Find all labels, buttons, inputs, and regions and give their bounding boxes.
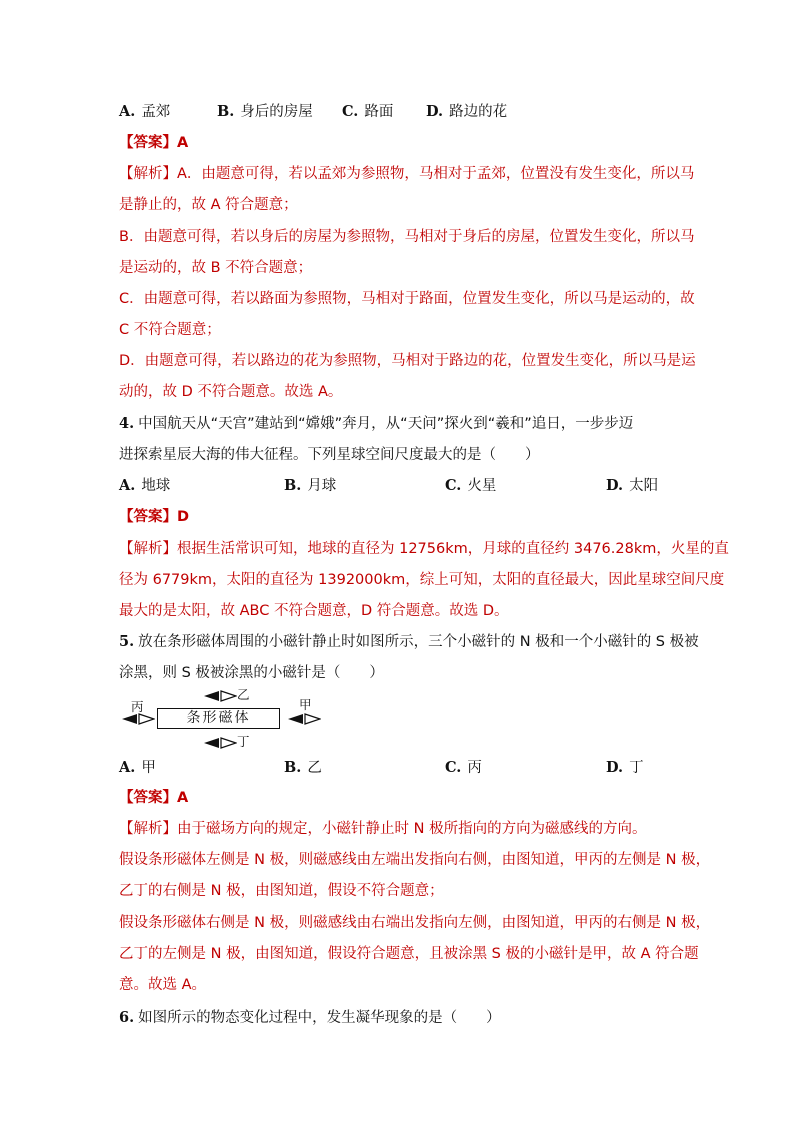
q5-stem-cont: 涂黑，则 S 极被涂黑的小磁针是（ ）	[119, 665, 384, 681]
q4-option-b: B. 月球	[284, 477, 337, 494]
needle-yi-icon	[203, 690, 237, 702]
label-ding: 丁	[237, 734, 250, 749]
q5-option-d: D. 丁	[606, 759, 644, 776]
q3-analysis-line: 是运动的，故 B 不符合题意；	[119, 260, 313, 276]
q4-option-d: D. 太阳	[606, 477, 659, 494]
q3-option-a: A. 孟郊	[119, 103, 171, 120]
q3-analysis-line: D．由题意可得，若以路边的花为参照物，马相对于路边的花，位置发生变化，所以马是运	[119, 353, 696, 369]
q6-stem: 6. 如图所示的物态变化过程中，发生凝华现象的是（ ）	[119, 1009, 501, 1026]
q3-analysis-line: C．由题意可得，若以路面为参照物，马相对于路面，位置发生变化，所以马是运动的，故	[119, 291, 695, 307]
needle-jia-icon	[287, 713, 321, 725]
q5-analysis-line: 意。故选 A。	[119, 977, 207, 993]
q5-answer: 【答案】A	[119, 790, 189, 806]
q3-analysis-line: 动的，故 D 不符合题意。故选 A。	[119, 384, 343, 400]
q5-stem: 5. 放在条形磁体周围的小磁针静止时如图所示，三个小磁针的 N 极和一个小磁针的 S 极被	[119, 633, 699, 650]
bar-magnet: 条形磁体	[157, 708, 280, 729]
q5-analysis-line: 假设条形磁体左侧是 N 极，则磁感线由左端出发指向右侧，由图知道，甲丙的左侧是 N 极，	[119, 852, 711, 868]
q3-option-c: C. 路面	[342, 103, 394, 120]
q3-answer: 【答案】A	[119, 135, 189, 151]
q4-option-c: C. 火星	[445, 477, 497, 494]
q3-option-d: D. 路边的花	[426, 103, 508, 120]
needle-ding-icon	[203, 737, 237, 749]
q5-option-a: A. 甲	[119, 759, 156, 776]
label-yi: 乙	[237, 687, 250, 702]
q3-analysis-line: 是静止的，故 A 符合题意；	[119, 197, 298, 213]
q4-option-a: A. 地球	[119, 477, 171, 494]
q5-analysis-line: 【解析】由于磁场方向的规定，小磁针静止时 N 极所指向的方向为磁感线的方向。	[119, 821, 647, 837]
q3-analysis-line: C 不符合题意；	[119, 322, 221, 338]
q4-analysis-line: 最大的是太阳，故 ABC 不符合题意，D 符合题意。故选 D。	[119, 603, 509, 619]
q4-stem: 4. 中国航天从“天宫”建站到“嫦娥”奔月，从“天问”探火到“羲和”追日，一步步迈	[119, 415, 634, 432]
magnet-diagram	[119, 688, 329, 748]
q5-option-c: C. 丙	[445, 759, 482, 776]
q4-stem-cont: 进探索星辰大海的伟大征程。下列星球空间尺度最大的是（ ）	[119, 447, 540, 463]
label-jia: 甲	[299, 697, 312, 712]
q4-analysis-line: 径为 6779km，太阳的直径为 1392000km，综上可知，太阳的直径最大，因此星球空间尺度	[119, 572, 725, 588]
q3-analysis-line: B．由题意可得，若以身后的房屋为参照物，马相对于身后的房屋，位置发生变化，所以马	[119, 229, 695, 245]
q3-analysis-line: 【解析】A．由题意可得，若以孟郊为参照物，马相对于孟郊，位置没有发生变化，所以马	[119, 166, 695, 182]
label-bing: 丙	[131, 699, 144, 714]
q5-analysis-line: 乙丁的左侧是 N 极，由图知道，假设符合题意，且被涂黑 S 极的小磁针是甲，故 A 符合题	[119, 946, 699, 962]
q3-option-b: B. 身后的房屋	[217, 103, 313, 120]
needle-bing-icon	[121, 713, 155, 725]
q4-analysis-line: 【解析】根据生活常识可知，地球的直径为 12756km，月球的直径约 3476.28km，火星的直	[119, 541, 729, 557]
q5-option-b: B. 乙	[284, 759, 322, 776]
q5-analysis-line: 假设条形磁体右侧是 N 极，则磁感线由右端出发指向左侧，由图知道，甲丙的右侧是 N 极，	[119, 915, 711, 931]
q5-analysis-line: 乙丁的右侧是 N 极，由图知道，假设不符合题意；	[119, 883, 444, 899]
q4-answer: 【答案】D	[119, 509, 190, 525]
